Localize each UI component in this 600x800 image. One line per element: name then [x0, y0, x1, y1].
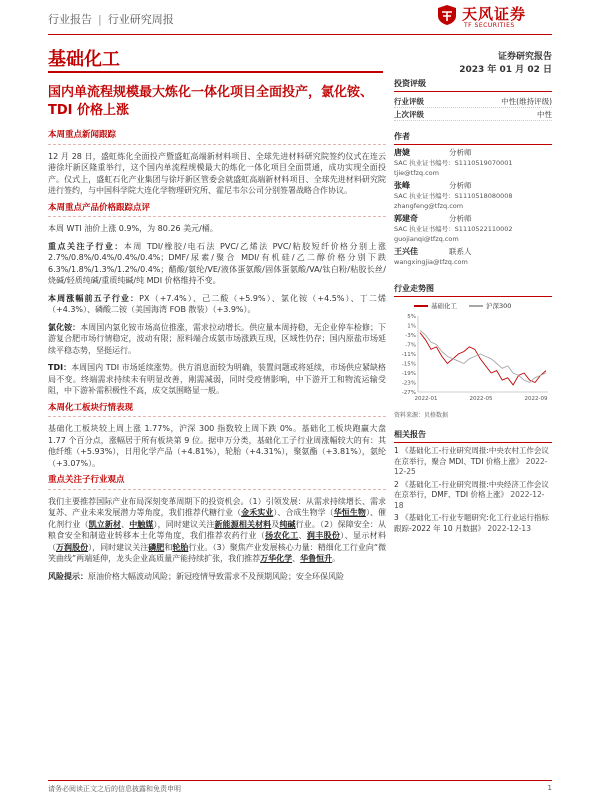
top-divider [48, 34, 552, 35]
stock-name: 纯碱 [279, 519, 296, 529]
view-paragraph [48, 496, 386, 565]
analyst-email: wangxingjia@tfzq.com [394, 258, 468, 266]
view-text: 我们主要推荐国际产业布局深刻变革周期下的投资机会。（1）引领发展：从需求持续增长、需求复苏、产业未来发展潜力等角度，我们推荐代糖行业（ [48, 496, 386, 517]
main-column [48, 130, 386, 588]
section-title-board: 本周化工板块行情表现 [48, 403, 386, 418]
stock-name: 中触媒 [129, 519, 154, 529]
legend-item [469, 301, 511, 310]
sector-divider [48, 71, 383, 73]
series-line-1 [420, 330, 546, 382]
stock-name: 扬农化工 [265, 531, 299, 540]
rating-value: 中性(维持评级) [501, 97, 552, 106]
y-tick-label: -3% [405, 333, 416, 339]
view-text: 。 [332, 554, 341, 563]
legend-label: 基础化工 [431, 302, 457, 310]
related-report-text[interactable]: 1 《基础化工-行业研究周报:中央农村工作会议在京举行，聚合 MDI、TDI 价格上涨》 [394, 446, 549, 466]
related-reports [394, 429, 552, 534]
stock-name: 磷肥 [148, 542, 165, 552]
stock-name: 华鲁恒升 [300, 554, 333, 563]
report-tags: 行业报告 | 行业研究周报 [48, 13, 174, 26]
analyst-role: 联系人 [449, 247, 472, 256]
view-text: 、 [298, 531, 307, 540]
sub-industry-label: 重点关注子行业： [48, 241, 124, 251]
view-text: 、 [121, 519, 130, 529]
analyst-role: 分析师 [449, 181, 472, 190]
wti-paragraph: 本周 WTI 油价上涨 0.9%，为 80.26 美元/桶。 [48, 224, 218, 233]
stock-name: 万润股份 [56, 542, 89, 552]
report-date: 2023 年 01 月 02 日 [459, 65, 552, 75]
disclaimer-note: 请务必阅读正文之后的信息披露和免责申明 [48, 785, 181, 793]
analyst-cert: SAC 执业证书编号：S1110519070001 [394, 159, 513, 167]
related-report-item[interactable] [394, 513, 552, 534]
risk-label: 风险提示： [48, 571, 88, 581]
legend-label: 沪深300 [486, 302, 512, 310]
y-tick-label: 1% [407, 323, 416, 330]
stock-name: 润丰股份 [306, 531, 341, 540]
company-logo [436, 2, 552, 32]
risk-paragraph [48, 571, 386, 583]
top-gainers-label: 本周涨幅前五子行业： [48, 293, 140, 303]
y-tick-label: -15% [401, 361, 416, 368]
related-report-date: 2022-12-25 [394, 456, 548, 476]
stock-name: 万华化学 [260, 554, 293, 563]
sidebar [394, 78, 552, 536]
top-gainers-text: PX（+7.4%）、己二酸（+5.9%）、氯化铵（+4.5%）、丁二烯（+4.3%）、磷酸二铵（美国海湾 FOB 散装）（+3.9%）。 [48, 293, 387, 314]
chart-source: 资料来源：贝格数据 [394, 412, 449, 419]
section-title-news: 本周重点新闻跟踪 [48, 130, 386, 145]
tag-weekly-report: 行业研究周报 [107, 13, 174, 26]
nh4cl-label: 氯化铵： [48, 322, 81, 332]
related-title: 相关报告 [394, 429, 552, 443]
y-tick-label: -7% [405, 342, 416, 349]
related-report-item[interactable] [394, 446, 552, 478]
sub-industry-text: 本周 TDI/橡胶/电石法 PVC/乙烯法 PVC/粘胶短纤价格分别上涨 2.7%/0.8%/0.4%/0.4%/0.4%；DMF/尿素/聚合 MDI/有机硅/乙二醇价格分别下跌 6.3%/1.8%/1.3%/1.2%/0.4%；醋酸/氨纶/VE/液体蛋氨酸/固体蛋氨酸/VA/钛白粉/粘胶长丝/烧碱/轻质纯碱/重质纯碱/纯 MDI 价格维持不变。 [48, 241, 386, 285]
related-report-text[interactable]: 3 《基础化工-行业专题研究:化工行业运行指标跟踪-2022 年 10 月数据》 [394, 513, 549, 533]
section-title-view: 重点关注子行业观点 [48, 475, 386, 490]
analyst-card [394, 214, 552, 244]
prev-rating-label: 上次评级 [394, 110, 424, 119]
y-tick-label: -27% [401, 390, 416, 396]
author-title: 作者 [394, 131, 552, 145]
report-type: 证券研究报告 [497, 52, 552, 62]
related-report-date: 2022-12-18 [394, 490, 545, 510]
analyst-email: guojianqi@tfzq.com [394, 235, 459, 243]
headline: 国内单流程规模最大炼化一体化项目全面投产，氯化铵、TDI 价格上涨 [48, 85, 374, 118]
view-text: ），同时建议关注 [153, 519, 215, 529]
top-bar [0, 0, 600, 40]
related-report-text[interactable]: 2 《基础化工-行业研究周报:中央经济工作会议在京举行，DMF、TDI 价格上涨》 [394, 479, 549, 499]
view-text: 行业。（2）保障安全：从粮食安全和制造业转移本土化等角度，我们推荐农药行业（ [48, 519, 387, 540]
y-tick-label: -19% [401, 371, 416, 377]
stock-name: 华恒生物 [333, 508, 366, 517]
analyst-email: zhangfeng@tfzq.com [394, 202, 464, 210]
related-report-date: 2022-12-13 [487, 523, 531, 533]
analyst-card [394, 148, 552, 178]
analyst-card [394, 181, 552, 211]
rating-row [394, 95, 552, 108]
view-text: 及 [271, 519, 280, 529]
analyst-role: 分析师 [449, 148, 472, 157]
trend-title: 行业走势图 [394, 283, 552, 297]
stock-name: 金禾实业 [241, 508, 274, 517]
series-line-0 [420, 333, 546, 385]
nh4cl-text: 本周国内氯化铵市场高位推涨，需求拉动增长。供应量本周持稳，无企业停车检修；下游复合肥市场行情稳定，波动有限；原料端合成氨市场涨跌互现，区域性仍存；国内原盐市场延续平稳态势，坚挺运行。 [48, 322, 387, 355]
prev-rating-row [394, 108, 552, 121]
x-tick-label: 2022-05 [469, 396, 493, 402]
logo-en: TF SECURITIES [464, 22, 515, 29]
footer-divider [48, 780, 552, 781]
analyst-cert: SAC 执业证书编号：S1110522110002 [394, 225, 513, 233]
analyst-email: tjie@tfzq.com [394, 169, 439, 177]
legend-swatch [469, 305, 483, 307]
prev-rating-value: 中性 [537, 110, 552, 119]
y-tick-label: -11% [401, 352, 416, 358]
rating-label: 行业评级 [394, 97, 424, 106]
trend-chart [394, 312, 552, 406]
y-tick-label: 5% [407, 314, 416, 320]
x-tick-label: 2022-09 [524, 396, 548, 402]
view-text: 、 [292, 554, 301, 563]
tag-industry-report: 行业报告 [48, 13, 92, 26]
stock-name: 凯立新材 [88, 519, 122, 529]
rating-title: 投资评级 [394, 78, 552, 92]
view-text: 行业。（3）聚焦产业发展核心力量：精细化工行业向“微笑曲线”两端延伸，龙头企业高质量产能持续扩张，我们推荐 [48, 542, 387, 563]
logo-icon [436, 4, 458, 26]
page-number: 1 [547, 784, 552, 792]
risk-text: 原油价格大幅波动风险；新冠疫情导致需求不及预期风险；安全环保风险 [88, 571, 344, 581]
legend-item [414, 301, 457, 310]
analyst-name: 王兴佳 [394, 247, 418, 256]
stock-name: 轮胎 [172, 542, 189, 552]
nh4cl-paragraph [48, 322, 386, 357]
section-title-price: 本周重点产品价格跟踪点评 [48, 203, 386, 218]
stock-name: 新能源相关材料 [214, 519, 272, 529]
analyst-role: 分析师 [449, 214, 472, 223]
view-text: 和 [164, 542, 173, 552]
y-tick-label: -23% [401, 380, 416, 387]
analyst-name: 郭建奇 [394, 214, 418, 223]
tdi-paragraph [48, 362, 386, 397]
view-text: ），同时建议关注 [88, 542, 149, 552]
related-report-item[interactable] [394, 480, 552, 512]
analyst-card [394, 247, 552, 267]
x-tick-label: 2022-01 [414, 396, 438, 402]
tdi-label: TDI： [48, 363, 72, 372]
tdi-text: 本周国内 TDI 市场延续涨势。供方消息面较为明确，装置问题或将延续，市场供应紧缺格局不变。终端需求持续未有明显改善，刚需减弱，同时受疫情影响，中下游开工和物流运输受阻，中下游补需积极性不高，成交氛围略显一般。 [48, 363, 386, 395]
view-text: ）、显示材料（ [48, 531, 387, 552]
analyst-name: 张峰 [394, 181, 410, 190]
sector-title: 基础化工 [48, 49, 120, 70]
board-paragraph: 基础化工板块较上周上涨 1.77%，沪深 300 指数较上周下跌 0%。基础化工板块跑赢大盘 1.77 个百分点，涨幅居于所有板块第 9 位。据申万分类，基础化工子行业周涨幅较大的有：其他纤维（+5.93%），日用化学产品（+4.81%），轮胎（+4.31%），聚氨酯（+3.81%），氨纶（+3.07%）。 [48, 424, 386, 468]
news-paragraph: 12 月 28 日，盛虹炼化全面投产暨盛虹高端新材料项目、全球先进材料研究院签约仪式在连云港徐圩新区隆重举行，这个国内单流程规模最大的炼化一体化项目全面贯通，成功实现全面投产。仪式上，盛虹石化产业集团与徐圩新区管委会就盛虹高端新材料项目、全球先进材料研究院进行签约，与中国科学院大连化学物理研究所、霍尼韦尔公司分别签署战略合作协议。 [48, 151, 386, 195]
view-text: ）、催化剂行业（ [48, 508, 387, 529]
trend-chart-box [394, 283, 552, 419]
top-gainers-paragraph [48, 293, 386, 316]
view-text: ）、合成生物学（ [273, 508, 334, 517]
analyst-name: 唐婕 [394, 148, 410, 157]
legend-swatch [414, 305, 428, 307]
chart-legend [414, 301, 552, 310]
analyst-cert: SAC 执业证书编号：S1110518080008 [394, 192, 513, 200]
sub-industry-paragraph [48, 241, 386, 287]
logo-name: 天风证券 [462, 5, 527, 23]
